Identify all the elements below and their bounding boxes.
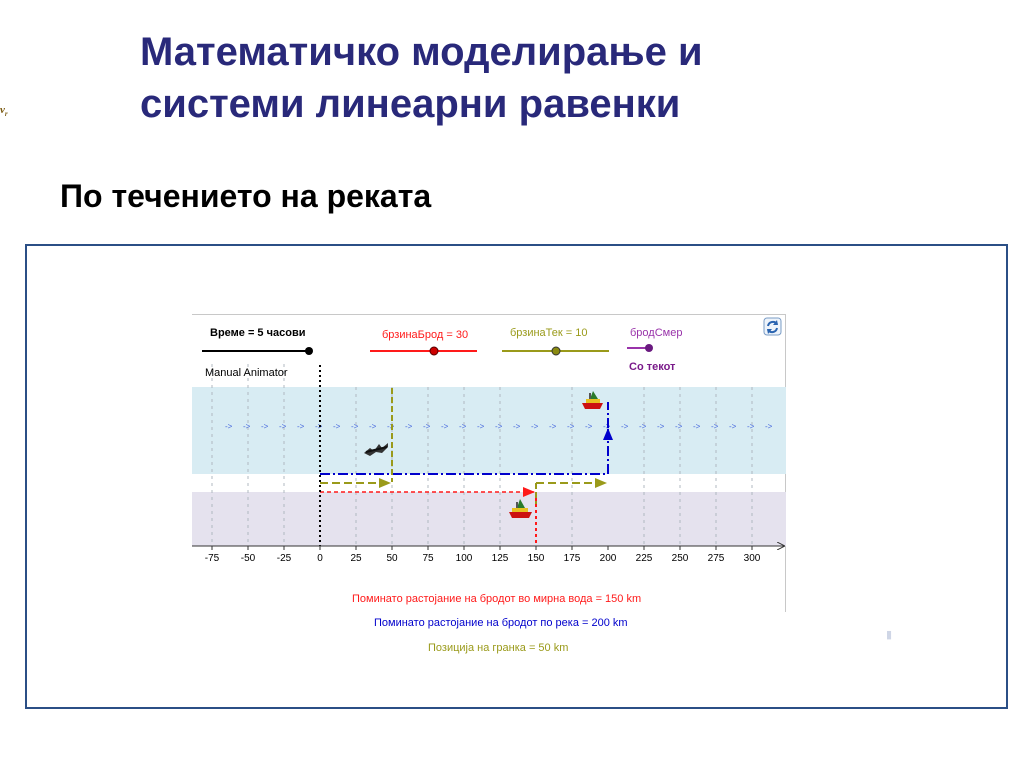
current-arrow-glyph: -> — [387, 422, 395, 431]
current-arrow-glyph: -> — [549, 422, 557, 431]
current-speed-slider-handle[interactable] — [552, 347, 560, 355]
geogebra-applet[interactable] — [192, 314, 786, 612]
direction-slider-label: бродСмер — [630, 327, 683, 339]
x-axis-tick-label: -50 — [240, 553, 256, 564]
current-arrow-glyph: -> — [513, 422, 521, 431]
slide-title-line-2: системи линеарни равенки — [140, 82, 681, 126]
still-water-distance-text: Поминато растојание на бродот во мирна вода = 150 km — [352, 593, 642, 605]
boat-speed-slider-handle[interactable] — [430, 347, 438, 355]
branch-position-text: Позиција на гранка = 50 km — [428, 642, 569, 654]
x-axis-tick-label: 50 — [386, 553, 398, 564]
time-slider-label: Време = 5 часови — [210, 327, 306, 339]
x-axis-tick-label: 300 — [743, 553, 761, 564]
x-axis-tick-label: 200 — [599, 553, 617, 564]
current-speed-slider-label: брзинаТек = 10 — [510, 327, 588, 339]
current-arrow-glyph: -> — [225, 422, 233, 431]
x-axis-tick-label: 125 — [491, 553, 509, 564]
current-arrow-glyph: -> — [765, 422, 773, 431]
current-arrow-glyph: -> — [603, 422, 611, 431]
current-arrow-glyph: -> — [711, 422, 719, 431]
current-arrow-glyph: -> — [243, 422, 251, 431]
velocity-symbol — [0, 104, 8, 118]
current-arrow-glyph: -> — [567, 422, 575, 431]
slide-title-line-1: Математичко моделирање и — [140, 30, 703, 74]
x-axis-tick-label: -75 — [204, 553, 220, 564]
slide-subtitle: По течението на реката — [60, 178, 432, 214]
current-arrow-glyph: -> — [495, 422, 503, 431]
current-arrow-glyph: -> — [531, 422, 539, 431]
current-arrow-glyph: -> — [729, 422, 737, 431]
current-arrow-glyph: -> — [477, 422, 485, 431]
x-axis-tick-label: 100 — [455, 553, 473, 564]
current-arrow-glyph: -> — [369, 422, 377, 431]
x-axis-tick-label: 75 — [422, 553, 434, 564]
current-arrow-glyph: -> — [261, 422, 269, 431]
manual-animator-label: Manual Animator — [205, 367, 288, 379]
current-arrow-glyph: -> — [441, 422, 449, 431]
x-axis-tick-label: 25 — [350, 553, 362, 564]
current-arrow-glyph: -> — [297, 422, 305, 431]
current-arrow-glyph: -> — [657, 422, 665, 431]
current-arrow-glyph: -> — [621, 422, 629, 431]
direction-slider-handle[interactable] — [645, 344, 653, 352]
faint-mark-icon: ▮ — [886, 628, 893, 641]
x-axis-tick-label: -25 — [276, 553, 292, 564]
current-arrow-glyph: -> — [279, 422, 287, 431]
direction-value: Со текот — [629, 361, 676, 373]
time-slider-handle[interactable] — [305, 347, 313, 355]
current-arrow-glyph: -> — [405, 422, 413, 431]
current-arrow-glyph: -> — [351, 422, 359, 431]
slide-title — [140, 26, 940, 130]
x-axis-tick-label: 175 — [563, 553, 581, 564]
x-axis-ticks — [205, 546, 761, 564]
current-arrow-glyph: -> — [639, 422, 647, 431]
current-arrow-glyph: -> — [693, 422, 701, 431]
refresh-icon[interactable] — [764, 318, 781, 335]
x-axis-tick-label: 0 — [317, 553, 323, 564]
x-axis-tick-label: 225 — [635, 553, 653, 564]
x-axis-tick-label: 250 — [671, 553, 689, 564]
river-distance-text: Поминато растојание на бродот по река = 200 km — [374, 617, 628, 629]
current-arrow-glyph: -> — [423, 422, 431, 431]
boat-speed-slider-label: брзинаБрод = 30 — [382, 329, 469, 341]
x-axis-tick-label: 275 — [707, 553, 725, 564]
still-water-band — [192, 492, 786, 546]
current-arrow-glyph: -> — [585, 422, 593, 431]
current-arrow-glyph: -> — [675, 422, 683, 431]
current-arrow-glyph: -> — [747, 422, 755, 431]
current-arrow-glyph: -> — [315, 422, 323, 431]
x-axis-tick-label: 150 — [527, 553, 545, 564]
current-arrow-glyph: -> — [459, 422, 467, 431]
velocity-symbol-letter: v — [0, 104, 5, 116]
current-arrow-glyph: -> — [333, 422, 341, 431]
velocity-symbol-subscript: r — [4, 110, 8, 119]
